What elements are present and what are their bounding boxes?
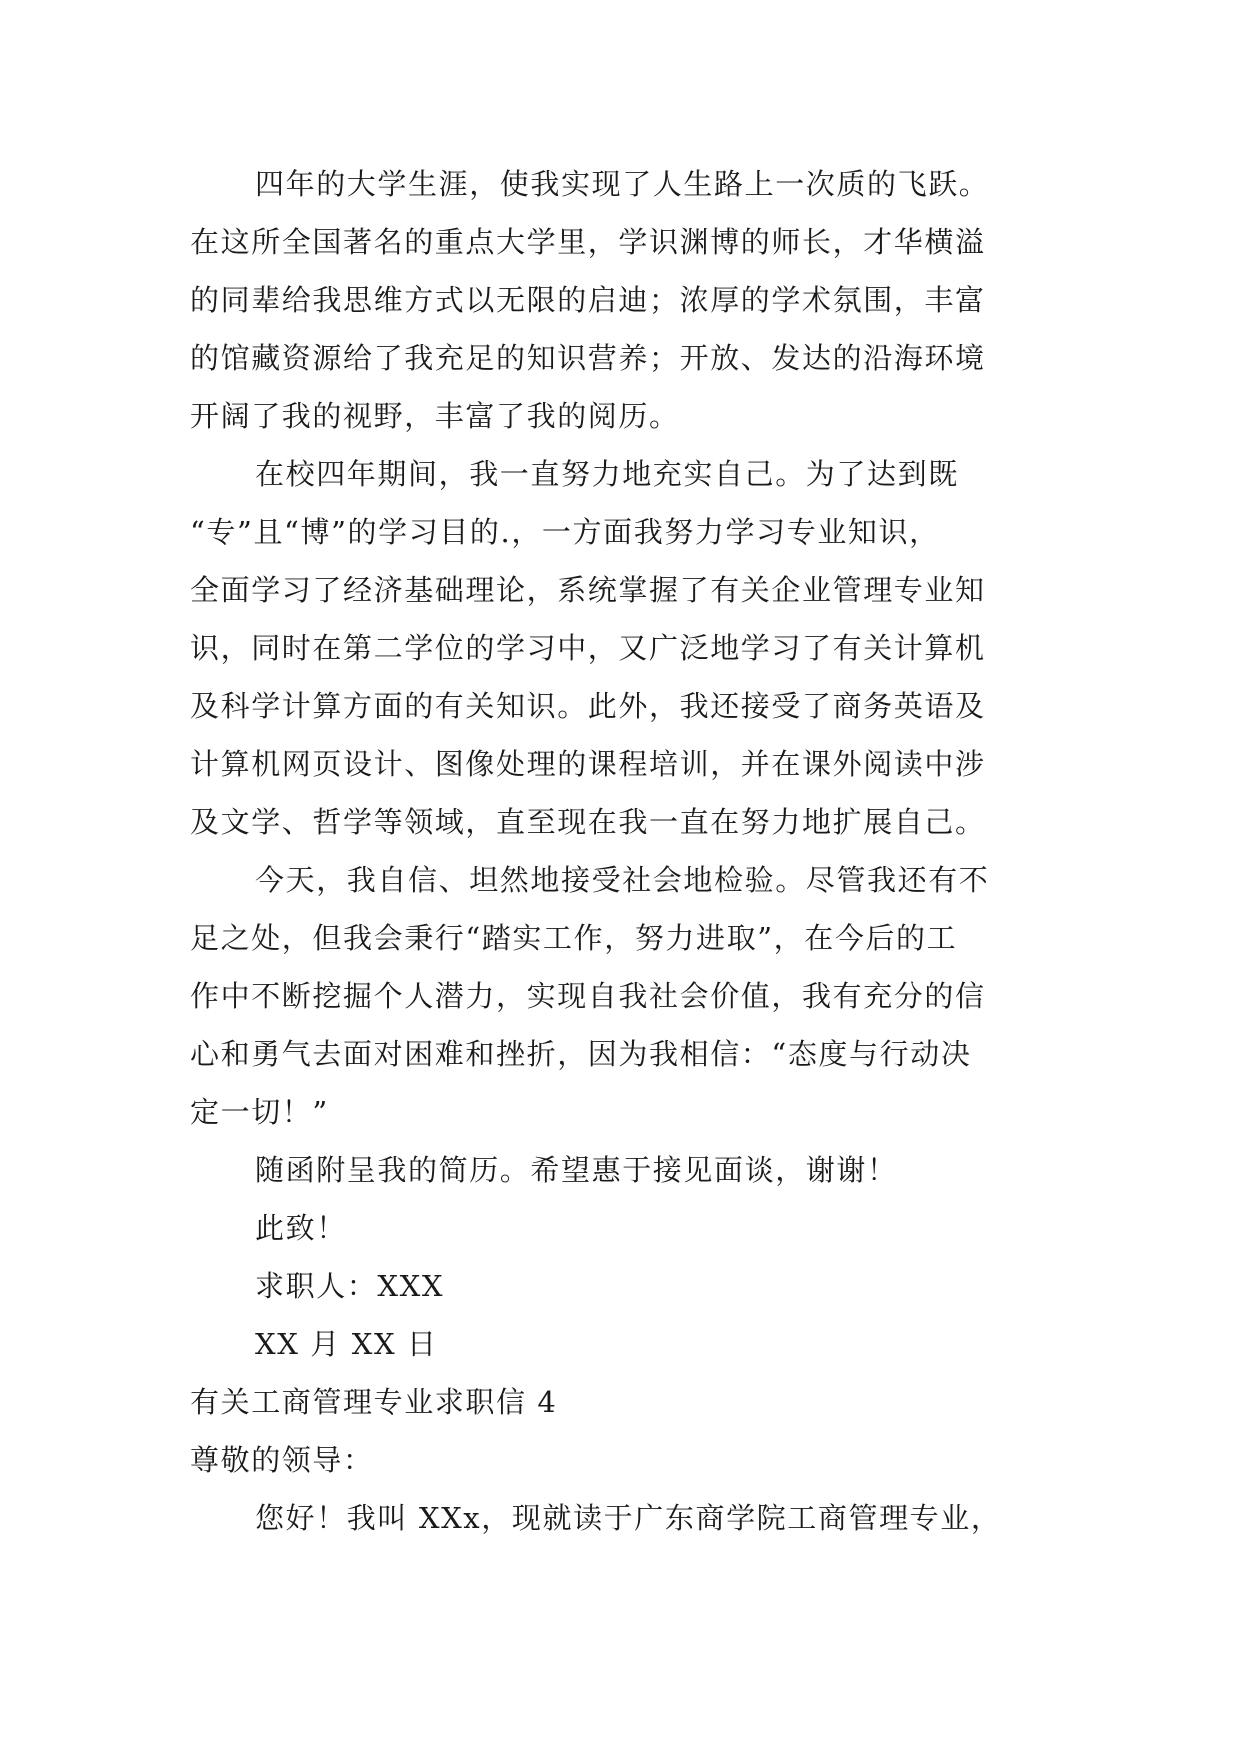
text-line: “专”且“博”的学习目的.，一方面我努力学习专业知识， [190,515,940,549]
text-line: 及科学计算方面的有关知识。此外，我还接受了商务英语及 [190,689,986,723]
text-line: 识，同时在第二学位的学习中，又广泛地学习了有关计算机 [190,631,986,665]
text-line: 在校四年期间，我一直努力地充实自己。为了达到既 [255,457,959,491]
text-line: 作中不断挖掘个人潜力，实现自我社会价值，我有充分的信 [190,979,986,1013]
text-line: 尊敬的领导： [190,1443,374,1477]
text-line: 足之处，但我会秉行“踏实工作，努力进取”，在今后的工 [190,921,958,955]
text-line: 有关工商管理专业求职信 4 [190,1385,558,1419]
text-line: 开阔了我的视野，丰富了我的阅历。 [190,399,680,433]
text-line: 及文学、哲学等领域，直至现在我一直在努力地扩展自己。 [190,805,986,839]
text-line: 您好！我叫 XXx，现就读于广东商学院工商管理专业， [255,1501,1002,1535]
document-body [190,155,1052,1547]
text-line: 在这所全国著名的重点大学里，学识渊博的师长，才华横溢 [190,225,986,259]
text-line: 随函附呈我的简历。希望惠于接见面谈，谢谢！ [255,1153,898,1187]
text-line: 此致！ [255,1211,347,1245]
text-line: 计算机网页设计、图像处理的课程培训，并在课外阅读中涉 [190,747,986,781]
text-line: 今天，我自信、坦然地接受社会地检验。尽管我还有不 [255,863,990,897]
text-line: 定一切！” [190,1095,329,1129]
text-line: 四年的大学生涯，使我实现了人生路上一次质的飞跃。 [255,167,990,201]
text-line: 心和勇气去面对困难和挫折，因为我相信：“态度与行动决 [190,1037,972,1071]
text-line: 的馆藏资源给了我充足的知识营养；开放、发达的沿海环境 [190,341,986,375]
text-line: XX 月 XX 日 [255,1327,438,1361]
text-line: 全面学习了经济基础理论，系统掌握了有关企业管理专业知 [190,573,986,607]
text-line: 求职人：XXX [255,1269,445,1303]
text-line: 的同辈给我思维方式以无限的启迪；浓厚的学术氛围，丰富 [190,283,986,317]
